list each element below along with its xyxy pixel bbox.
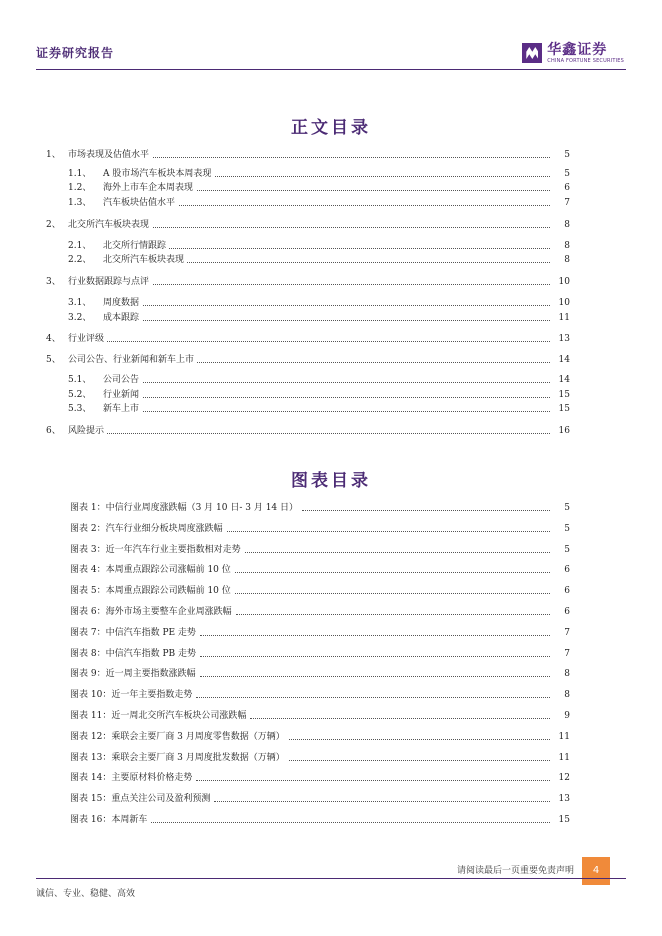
toc-entry[interactable] [0,402,662,416]
figure-entry-page: 15 [558,815,570,825]
toc-entry-number: 1.1、 [68,169,92,179]
toc-entry-label: 市场表现及估值水平 [68,148,152,162]
figure-entry[interactable] [0,813,662,827]
leader-dots [151,809,550,823]
figure-entry-label: 图表 11：近一周北交所汽车板块公司涨跌幅 [70,711,247,721]
figure-entry-page: 8 [564,669,570,680]
disclaimer-note: 请阅读最后一页重要免责声明 [456,866,574,876]
figure-entry-label: 图表 16：本周新车 [70,815,148,825]
figure-entry-label: 图表 4：本周重点跟踪公司涨幅前 10 位 [70,565,231,576]
toc-entry-page: 16 [558,426,570,436]
figure-list-title: 图表目录 [291,471,371,491]
leader-dots [196,767,550,781]
toc-entry-label: 公司公告 [103,373,142,387]
leader-dots [103,235,550,249]
toc-entry[interactable] [0,353,662,367]
toc-entry-number: 3.2、 [68,313,92,323]
figure-entry-label: 图表 12：乘联会主要厂商 3 月周度零售数据（万辆） [70,731,285,742]
figure-entry-page: 9 [564,711,570,721]
toc-entry-label: 北交所汽车板块表现 [68,218,152,232]
leader-dots [103,307,550,321]
toc-entry-number: 5.1、 [68,375,92,385]
toc-entry-page: 13 [558,334,570,344]
figure-entry-page: 6 [564,565,570,576]
figure-entry-label: 图表 1：中信行业周度涨跌幅（3 月 10 日- 3 月 14 日） [70,503,299,513]
toc-entry-page: 10 [558,277,570,287]
toc-entry-number: 4、 [46,334,61,344]
figure-entry[interactable] [0,501,662,515]
toc-entry-number: 1.3、 [68,198,92,208]
leader-dots [302,497,550,511]
toc-entry-number: 5.3、 [68,404,92,414]
figure-entry-label: 图表 8：中信汽车指数 PB 走势 [70,648,196,659]
toc-entry-label: 公司公告、行业新闻和新车上市 [68,353,197,367]
toc-entry-page: 14 [558,355,570,365]
logo-icon [522,43,542,63]
figure-entry[interactable] [0,730,662,744]
toc-entry-label: 海外上市车企本周表现 [103,181,196,195]
toc-entry[interactable] [0,253,662,267]
toc-entry-page: 15 [558,404,570,414]
leader-dots [200,643,550,657]
toc-entry[interactable] [0,311,662,325]
toc-entry-page: 14 [558,375,570,385]
toc-entry-number: 6、 [46,426,61,436]
toc-entry-page: 8 [564,255,570,265]
toc-entry-page: 5 [564,150,570,160]
company-slogan: 诚信、专业、稳健、高效 [36,889,136,899]
figure-entry-page: 11 [558,752,570,763]
toc-entry-label: 行业评级 [68,332,107,346]
figure-entry-page: 11 [558,731,570,742]
figure-entry-page: 6 [564,586,570,597]
report-type-label: 证券研究报告 [36,46,115,60]
toc-entry-page: 10 [558,298,570,308]
footer-divider [36,878,626,879]
figure-entry-page: 13 [558,794,570,805]
toc-entry-number: 3.1、 [68,298,92,308]
toc-entry-label: 北交所行情跟踪 [103,239,169,253]
leader-dots [103,398,550,412]
toc-entry[interactable] [0,218,662,232]
leader-dots [68,420,550,434]
toc-entry-number: 5.2、 [68,390,92,400]
leader-dots [196,684,550,698]
toc-entry-number: 2.2、 [68,255,92,265]
figure-entry-label: 图表 2：汽车行业细分板块周度涨跌幅 [70,523,223,534]
figure-entry-label: 图表 6：海外市场主要整车企业周涨跌幅 [70,607,232,617]
leader-dots [245,539,550,553]
leader-dots [103,369,550,383]
toc-entry-label: 周度数据 [103,296,142,310]
toc-entry-label: 汽车板块估值水平 [103,196,178,210]
toc-entry-label: A 股市场汽车板块本周表现 [103,167,214,181]
figure-entry[interactable] [0,626,662,640]
toc-entry[interactable] [0,148,662,162]
header-divider [36,69,626,70]
logo-name-en: CHINA FORTUNE SECURITIES [547,58,624,64]
figure-entry-label: 图表 14：主要原材料价格走势 [70,773,193,784]
leader-dots [235,559,550,573]
figure-entry-page: 6 [564,607,570,617]
leader-dots [200,663,550,677]
toc-entry-page: 8 [564,220,570,230]
leader-dots [289,747,550,761]
figure-entry-label: 图表 13：乘联会主要厂商 3 月周度批发数据（万辆） [70,752,285,763]
toc-entry-page: 11 [558,313,570,323]
toc-entry-page: 15 [558,390,570,400]
figure-entry-page: 5 [564,523,570,534]
toc-entry-label: 新车上市 [103,402,142,416]
figure-entry-label: 图表 7：中信汽车指数 PE 走势 [70,627,196,638]
toc-entry-number: 1.2、 [68,183,92,193]
figure-entry-page: 8 [564,690,570,701]
toc-entry-number: 3、 [46,277,61,287]
figure-entry-label: 图表 15：重点关注公司及盈利预测 [70,794,211,805]
toc-entry[interactable] [0,332,662,346]
figure-entry[interactable] [0,584,662,598]
page-number-badge: 4 [582,857,610,885]
toc-entry-label: 成本跟踪 [103,311,142,325]
figure-entry[interactable] [0,605,662,619]
figure-entry-page: 12 [558,773,570,784]
figure-entry[interactable] [0,688,662,702]
figure-entry[interactable] [0,563,662,577]
toc-title: 正文目录 [291,118,371,138]
figure-entry[interactable] [0,792,662,806]
leader-dots [250,705,550,719]
figure-entry[interactable] [0,709,662,723]
figure-entry[interactable] [0,667,662,681]
toc-entry-label: 风险提示 [68,424,107,438]
toc-entry-label: 行业新闻 [103,388,142,402]
leader-dots [235,580,550,594]
figure-entry[interactable] [0,522,662,536]
toc-entry-label: 北交所汽车板块表现 [103,253,187,267]
toc-entry[interactable] [0,196,662,210]
figure-entry-page: 5 [564,544,570,555]
figure-entry-label: 图表 9：近一周主要指数涨跌幅 [70,669,196,680]
toc-entry-page: 5 [564,169,570,179]
leader-dots [289,726,550,740]
company-logo [522,42,624,64]
leader-dots [103,384,550,398]
figure-entry[interactable] [0,751,662,765]
leader-dots [236,601,550,615]
logo-name-cn: 华鑫证券 [547,42,608,58]
leader-dots [214,788,550,802]
figure-entry-page: 5 [564,503,570,513]
toc-entry-page: 8 [564,241,570,251]
figure-entry[interactable] [0,647,662,661]
toc-entry-number: 2.1、 [68,241,92,251]
figure-entry[interactable] [0,771,662,785]
toc-entry-number: 2、 [46,220,61,230]
toc-entry-number: 1、 [46,150,61,160]
figure-entry-page: 7 [564,627,570,638]
toc-entry-number: 5、 [46,355,61,365]
leader-dots [103,292,550,306]
toc-entry-label: 行业数据跟踪与点评 [68,275,152,289]
toc-entry[interactable] [0,275,662,289]
figure-entry-page: 7 [564,648,570,659]
figure-entry-label: 图表 3：近一年汽车行业主要指数相对走势 [70,544,241,555]
toc-entry[interactable] [0,424,662,438]
leader-dots [200,622,550,636]
toc-entry-page: 6 [564,183,570,193]
toc-entry-page: 7 [564,198,570,208]
leader-dots [227,518,550,532]
figure-entry[interactable] [0,543,662,557]
figure-entry-label: 图表 5：本周重点跟踪公司跌幅前 10 位 [70,586,231,597]
figure-entry-label: 图表 10：近一年主要指数走势 [70,690,193,701]
leader-dots [68,328,550,342]
